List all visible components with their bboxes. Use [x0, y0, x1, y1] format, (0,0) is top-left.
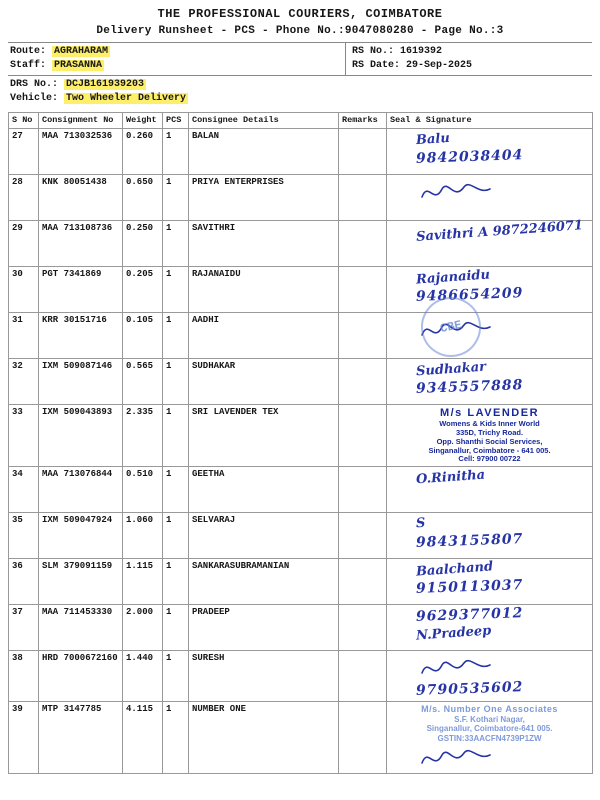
company-title: THE PROFESSIONAL COURIERS, COIMBATORE: [157, 7, 443, 21]
company-stamp-light: M/s. Number One Associates S.F. Kothari Nagar, Singanallur, Coimbatore-641 005. GSTIN:33AACFN4739P1ZW: [421, 704, 558, 743]
rs-date-label: RS Date:: [352, 60, 401, 71]
cell-weight: 0.260: [123, 129, 163, 175]
cell-seal-signature: [387, 313, 593, 359]
drs-row: [10, 78, 592, 92]
handwritten-signature: Baalchand: [415, 559, 494, 580]
cell-sno: 36: [9, 559, 39, 605]
cell-consignee: SRI LAVENDER TEX: [189, 405, 339, 467]
table-row: [9, 313, 593, 359]
cell-pcs: 1: [163, 405, 189, 467]
cell-pcs: 1: [163, 359, 189, 405]
info-grid: [8, 43, 592, 76]
cell-consignee: SURESH: [189, 651, 339, 702]
cell-consignee: PRIYA ENTERPRISES: [189, 175, 339, 221]
cell-pcs: 1: [163, 513, 189, 559]
table-row: [9, 559, 593, 605]
runsheet-table: [8, 112, 593, 774]
handwritten-phone-number: 9629377012: [415, 605, 524, 626]
cell-weight: 2.000: [123, 605, 163, 651]
signature-squiggle-icon: [420, 179, 492, 205]
cell-sno: 28: [9, 175, 39, 221]
runsheet-info-block: [8, 42, 592, 109]
cell-remarks: [339, 605, 387, 651]
cell-weight: 0.105: [123, 313, 163, 359]
cell-weight: 0.650: [123, 175, 163, 221]
cell-consignment: IXM 509043893: [39, 405, 123, 467]
table-row: [9, 359, 593, 405]
cell-pcs: 1: [163, 467, 189, 513]
handwritten-signature: N.Pradeep: [415, 623, 492, 644]
drs-value: DCJB161939203: [66, 79, 145, 90]
cell-remarks: [339, 129, 387, 175]
cell-weight: 2.335: [123, 405, 163, 467]
cell-pcs: 1: [163, 129, 189, 175]
cell-weight: 0.250: [123, 221, 163, 267]
cell-sno: 33: [9, 405, 39, 467]
handwritten-phone-number: 9486654209: [415, 285, 524, 305]
cell-weight: 0.510: [123, 467, 163, 513]
signature-squiggle-icon: [420, 655, 492, 681]
cell-seal-signature: [387, 359, 593, 405]
column-header-3: PCS: [163, 113, 189, 129]
cell-sno: 38: [9, 651, 39, 702]
cell-pcs: 1: [163, 267, 189, 313]
info-bottom: [8, 76, 592, 109]
table-row: [9, 467, 593, 513]
cell-consignment: KRR 30151716: [39, 313, 123, 359]
cell-consignee: RAJANAIDU: [189, 267, 339, 313]
cell-weight: 1.115: [123, 559, 163, 605]
signature-squiggle-icon: [420, 317, 492, 343]
handwritten-signature: Rajanaidu: [415, 267, 491, 288]
handwritten-phone-number: 9842038404: [415, 147, 524, 167]
cell-seal-signature: [387, 175, 593, 221]
cell-consignment: MAA 713076844: [39, 467, 123, 513]
cell-sno: 31: [9, 313, 39, 359]
cell-seal-signature: [387, 702, 593, 774]
table-row: [9, 175, 593, 221]
column-header-6: Seal & Signature: [387, 113, 593, 129]
cell-pcs: 1: [163, 221, 189, 267]
cell-remarks: [339, 702, 387, 774]
cell-remarks: [339, 405, 387, 467]
cell-seal-signature: [387, 267, 593, 313]
staff-label: Staff:: [10, 60, 47, 71]
table-row: [9, 513, 593, 559]
cell-seal-signature: [387, 129, 593, 175]
runsheet-subtitle: Delivery Runsheet - PCS - Phone No.:9047080280 - Page No.:3: [96, 25, 504, 37]
table-row: [9, 267, 593, 313]
table-body: [9, 129, 593, 774]
cell-consignment: MAA 711453330: [39, 605, 123, 651]
info-right: [345, 43, 592, 75]
cell-sno: 29: [9, 221, 39, 267]
cell-pcs: 1: [163, 175, 189, 221]
cell-consignment: HRD 7000672160: [39, 651, 123, 702]
rs-no-value: 1619392: [400, 46, 443, 57]
table-row: [9, 405, 593, 467]
cell-consignment: MTP 3147785: [39, 702, 123, 774]
cell-consignment: PGT 7341869: [39, 267, 123, 313]
rs-date-row: [352, 59, 592, 73]
cell-pcs: 1: [163, 702, 189, 774]
info-left: [8, 43, 345, 75]
cell-consignee: SANKARASUBRAMANIAN: [189, 559, 339, 605]
cell-consignee: NUMBER ONE: [189, 702, 339, 774]
column-header-5: Remarks: [339, 113, 387, 129]
cell-weight: 4.115: [123, 702, 163, 774]
cell-consignment: KNK 80051438: [39, 175, 123, 221]
cell-consignee: SELVARAJ: [189, 513, 339, 559]
round-stamp: CBE: [415, 291, 486, 362]
cell-pcs: 1: [163, 605, 189, 651]
table-row: [9, 129, 593, 175]
handwritten-phone-number: 9790535602: [415, 679, 524, 700]
cell-sno: 30: [9, 267, 39, 313]
cell-seal-signature: [387, 405, 593, 467]
cell-consignee: SUDHAKAR: [189, 359, 339, 405]
handwritten-signature: S: [415, 515, 426, 532]
drs-label: DRS No.:: [10, 79, 59, 90]
cell-weight: 0.205: [123, 267, 163, 313]
cell-remarks: [339, 513, 387, 559]
staff-value: PRASANNA: [54, 60, 103, 71]
cell-pcs: 1: [163, 313, 189, 359]
column-header-1: Consignment No: [39, 113, 123, 129]
vehicle-value: Two Wheeler Delivery: [66, 93, 187, 104]
cell-sno: 39: [9, 702, 39, 774]
handwritten-phone-number: 9150113037: [415, 577, 524, 598]
column-header-2: Weight: [123, 113, 163, 129]
cell-sno: 27: [9, 129, 39, 175]
handwritten-signature: Savithri A 9872246071: [415, 218, 584, 245]
cell-weight: 0.565: [123, 359, 163, 405]
route-label: Route:: [10, 46, 47, 57]
cell-seal-signature: [387, 605, 593, 651]
cell-remarks: [339, 267, 387, 313]
cell-consignee: SAVITHRI: [189, 221, 339, 267]
cell-consignee: BALAN: [189, 129, 339, 175]
cell-pcs: 1: [163, 651, 189, 702]
cell-seal-signature: [387, 467, 593, 513]
cell-weight: 1.440: [123, 651, 163, 702]
cell-seal-signature: [387, 513, 593, 559]
cell-weight: 1.060: [123, 513, 163, 559]
cell-consignee: GEETHA: [189, 467, 339, 513]
cell-consignment: IXM 509087146: [39, 359, 123, 405]
cell-remarks: [339, 559, 387, 605]
cell-sno: 35: [9, 513, 39, 559]
cell-remarks: [339, 175, 387, 221]
signature-squiggle-icon: [420, 745, 492, 771]
table-row: [9, 221, 593, 267]
cell-consignee: AADHI: [189, 313, 339, 359]
cell-remarks: [339, 359, 387, 405]
cell-consignment: MAA 713108736: [39, 221, 123, 267]
company-stamp: M/s LAVENDER Womens & Kids Inner World 335D, Trichy Road. Opp. Shanthi Social Services, Singanallur, Coimbatore - 641 005. Cell: 97900 00722: [428, 407, 551, 464]
cell-consignment: MAA 713032536: [39, 129, 123, 175]
table-row: [9, 651, 593, 702]
handwritten-signature: O.Rinitha: [415, 467, 486, 488]
cell-pcs: 1: [163, 559, 189, 605]
rs-date-value: 29-Sep-2025: [406, 60, 473, 71]
column-header-4: Consignee Details: [189, 113, 339, 129]
cell-seal-signature: [387, 559, 593, 605]
handwritten-phone-number: 9843155807: [415, 531, 524, 552]
rs-no-label: RS No.:: [352, 46, 395, 57]
table-header-row: [9, 113, 593, 129]
cell-remarks: [339, 313, 387, 359]
route-row: [10, 45, 345, 59]
handwritten-phone-number: 9345557888: [415, 377, 524, 397]
cell-consignment: IXM 509047924: [39, 513, 123, 559]
cell-seal-signature: [387, 651, 593, 702]
table-row: [9, 702, 593, 774]
column-header-0: S No: [9, 113, 39, 129]
vehicle-row: [10, 92, 592, 106]
cell-remarks: [339, 221, 387, 267]
handwritten-signature: Balu: [415, 130, 451, 149]
cell-sno: 37: [9, 605, 39, 651]
vehicle-label: Vehicle:: [10, 93, 59, 104]
cell-sno: 34: [9, 467, 39, 513]
handwritten-signature: Sudhakar: [415, 359, 487, 380]
cell-sno: 32: [9, 359, 39, 405]
cell-remarks: [339, 467, 387, 513]
staff-row: [10, 59, 345, 73]
table-row: [9, 605, 593, 651]
cell-remarks: [339, 651, 387, 702]
cell-seal-signature: [387, 218, 593, 267]
cell-consignee: PRADEEP: [189, 605, 339, 651]
rs-no-row: [352, 45, 592, 59]
route-value: AGRAHARAM: [54, 46, 109, 57]
cell-consignment: SLM 379091159: [39, 559, 123, 605]
